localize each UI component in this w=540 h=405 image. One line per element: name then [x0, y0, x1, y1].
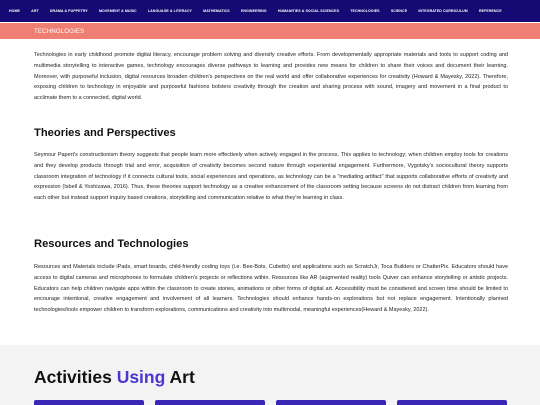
- resources-heading: Resources and Technologies: [34, 238, 189, 250]
- nav-language-literacy[interactable]: LANGUAGE & LITERACY: [147, 9, 192, 13]
- nav-drama-puppetry[interactable]: DRAMA & PUPPETRY: [49, 9, 88, 13]
- top-navigation: [0, 0, 540, 22]
- activity-card-2[interactable]: [155, 400, 265, 405]
- resources-paragraph: Resources and Materials include iPads, smart boards, child-friendly coding toys (i.e. Bee-Bots, Cubetto) and applications such as ScratchJr, Toca Builders or ChatterPix. Educators should have access to digital cameras and microphones to formulate children's projects or reflections within. Resources like AR (augmented reality) tools Quiver can enhance storytelling or artistic projects. Educators can help children navigate apps within the classroom to create stories, animations or other forms of digital art. Accessibility must be considered and screen time should be limited to encourage intentional, creative engagement and involvement of all learners. Technologies should enhance hands-on explorations but not replace engagement. Intentionally planned technologies/tools empower children to transform explorations, communications and creativity into multimodal, meaningful experiences(Heward & Mayesky, 2022).: [34, 264, 508, 314]
- nav-home[interactable]: HOME: [9, 9, 20, 13]
- nav-technologies[interactable]: TECHNOLOGIES: [350, 9, 380, 13]
- section-title-bar: [0, 23, 540, 39]
- theories-heading: Theories and Perspectives: [34, 127, 176, 139]
- activity-card-1[interactable]: [34, 400, 144, 405]
- intro-paragraph: Technologies in early childhood promote digital literacy, encourage problem solving and diversify creative efforts. From developmentally appropriate materials and tools to support coding and multimedia storytelling to interactive games, technology encourages diverse pathways to learning and provides new means for children to share their voices and document their learning. Moreover, with purposeful inclusion, digital resources broaden children's perspectives on the real world and offer collaborative experiences for creativity (Howard & Mayesky, 2022). Therefore, exposing children to technology in enjoyable and purposeful fashions bolsters creativity through the creation and sharing process with sound, imagery and movement in a final product to acclimate them to a connected, digital world.: [34, 52, 508, 102]
- nav-reference[interactable]: REFERENCE: [479, 9, 502, 13]
- section-title: TECHNOLOGIES: [34, 27, 85, 35]
- nav-art[interactable]: ART: [31, 9, 39, 13]
- nav-integrated-curriculum[interactable]: INTEGRATED CURRICULUM: [418, 9, 468, 13]
- activities-title-accent: Using: [116, 367, 166, 387]
- nav-mathematics[interactable]: MATHEMATICS: [203, 9, 230, 13]
- theories-paragraph: Seymour Papert's constructionism theory suggests that people learn more effectively when actively engaged in the process. This applies to technology; when children employ tools for creations and they develop products through trial and error, acquisition of creativity becomes second nature through experiential engagement. Furthermore, Vygotsky's sociocultural theory supports classroom integration of technology if it connects cultural tools, social experiences and operations, as technology can be a "mediating artifact" that supports collaborative efforts of creativity and expression (Isbell & Yoshizawa, 2016). Thus, these theories support technology as a creative enhancement of the classroom setting because screens do not distract children from learning from each other but instead support inquiry based creations, storytelling and communication relative to what they're learning in class.: [34, 152, 508, 202]
- activity-card-3[interactable]: [276, 400, 386, 405]
- nav-engineering[interactable]: ENGINEERING: [240, 9, 267, 13]
- activity-card-4[interactable]: [397, 400, 507, 405]
- nav-humanities-social-sciences[interactable]: HUMANITIES & SOCIAL SCIENCES: [277, 9, 340, 13]
- activities-title-prefix: Activities: [34, 367, 112, 387]
- activities-section: [0, 345, 540, 405]
- activities-title: [34, 367, 195, 388]
- activities-title-suffix: Art: [169, 367, 195, 387]
- nav-movement-music[interactable]: MOVEMENT & MUSIC: [98, 9, 137, 13]
- nav-science[interactable]: SCIENCE: [390, 9, 408, 13]
